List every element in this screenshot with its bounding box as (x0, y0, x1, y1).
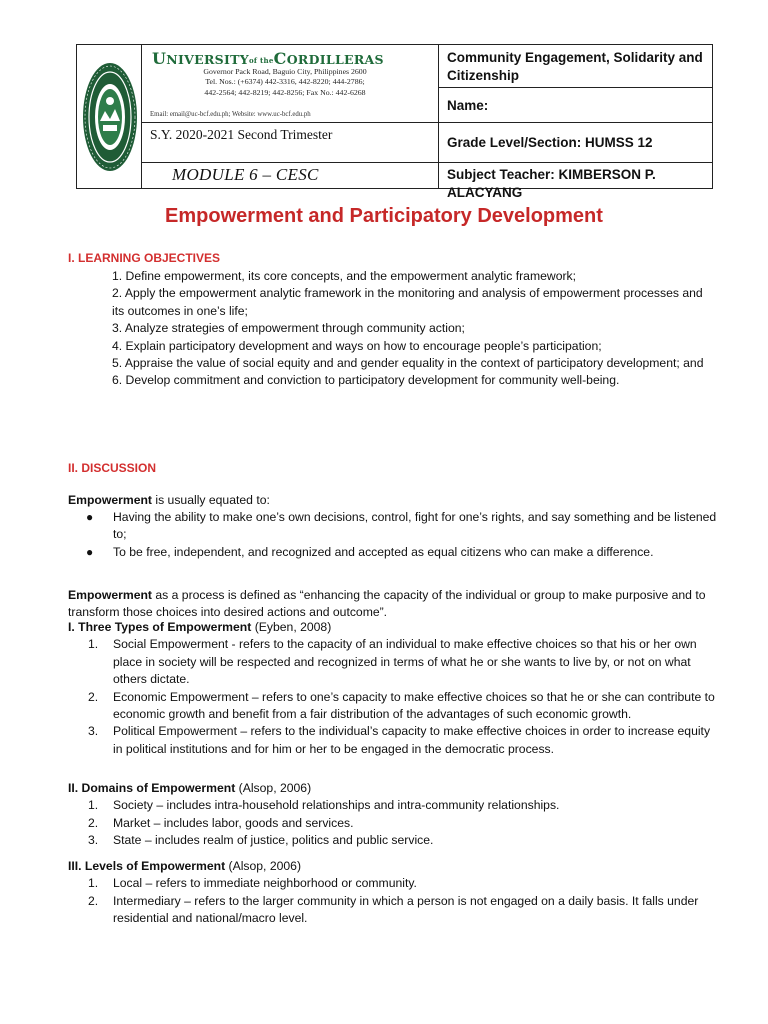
types-item (68, 689, 718, 724)
bullet-icon: ● (86, 510, 94, 524)
types-item-text: Economic Empowerment – refers to one’s capacity to make effective choices so that he or she can contribute to economic growth and benefit from a fair distribution of the advantages of such economic growth. (113, 689, 715, 722)
module-cell (142, 163, 439, 188)
domains-citation: (Alsop, 2006) (235, 781, 312, 795)
levels-item-text: Local – refers to immediate neighborhood or community. (113, 876, 417, 891)
objective-item: 4. Explain participatory development and ways on how to encourage people’s participation; (112, 338, 602, 353)
objectives-list (112, 268, 712, 390)
list-number: 1. (88, 876, 99, 891)
process-text: as a process is defined as “enhancing the capacity of the individual or group to make purposive and to transform those choices into desired actions and outcome”. (68, 588, 706, 620)
domains-item-text: Society – includes intra-household relationships and intra-community relationships. (113, 798, 560, 813)
types-item-text: Social Empowerment - refers to the capacity of an individual to make effective choices so that his or her own place in society will be respected and recognized in terms of what he or she wants to live by, or not on what others dictate. (113, 637, 697, 687)
empowerment-process (68, 587, 718, 622)
list-number: 2. (88, 893, 99, 908)
objective-item: 5. Appraise the value of social equity and and gender equality in the context of participatory development; and (112, 356, 704, 371)
institution-address (150, 67, 420, 98)
module-label: MODULE 6 – CESC (172, 165, 319, 184)
objectives-heading: I. LEARNING OBJECTIVES (68, 251, 221, 265)
levels-item-text: Intermediary – refers to the larger community in which a person is not engaged on a daily basis. It falls under residential and national/macro level. (113, 893, 699, 926)
empowerment-term: Empowerment (68, 493, 152, 507)
school-year-cell (142, 123, 439, 163)
list-number: 3. (88, 833, 99, 848)
domains-section (68, 780, 718, 850)
empowerment-bullets (68, 509, 718, 561)
domains-item (68, 815, 718, 832)
bullet-item (68, 544, 718, 561)
levels-section (68, 858, 718, 928)
empowerment-intro (68, 492, 718, 509)
subject-title: Community Engagement, Solidarity and Citizenship (447, 50, 703, 83)
logo-cell (77, 45, 142, 188)
university-name: UNIVERSITYof theCORDILLERAS (152, 49, 384, 68)
objective-item: 6. Develop commitment and conviction to participatory development for community well-being. (112, 373, 620, 388)
types-section (68, 619, 718, 758)
list-number: 1. (88, 637, 99, 652)
subject-cell (439, 45, 712, 88)
types-heading (68, 619, 718, 636)
list-number: 3. (88, 724, 99, 739)
list-number: 1. (88, 798, 99, 813)
teacher-cell (439, 163, 712, 200)
domains-item (68, 797, 718, 814)
grade-section: Grade Level/Section: HUMSS 12 (447, 135, 653, 150)
address-line: 442-2564; 442-8219; 442-8256; Fax No.: 442-6268 (204, 87, 366, 97)
types-item (68, 636, 718, 688)
list-number: 2. (88, 815, 99, 830)
name-label: Name: (447, 98, 489, 113)
levels-citation: (Alsop, 2006) (225, 859, 301, 873)
objective-item: 1. Define empowerment, its core concepts, and the empowerment analytic framework; (112, 269, 577, 283)
domains-heading (68, 780, 718, 797)
list-number: 2. (88, 689, 99, 704)
document-title: Empowerment and Participatory Development (165, 205, 603, 227)
university-seal-icon (81, 61, 139, 173)
types-item (68, 723, 718, 758)
address-line: Tel. Nos.: (+6374) 442-3316, 442-8220; 444-2786; (205, 77, 365, 87)
module-header-table (76, 44, 713, 200)
levels-heading-text: III. Levels of Empowerment (68, 859, 226, 873)
name-cell (439, 88, 712, 123)
address-line: Governor Pack Road, Baguio City, Philippines 2600 (203, 67, 367, 76)
bullet-icon: ● (86, 544, 94, 559)
bullet-item (68, 509, 718, 544)
levels-item (68, 875, 718, 892)
domains-item (68, 832, 718, 849)
bullet-text: Having the ability to make one’s own decisions, control, fight for one’s rights, and say something and be listened to; (113, 510, 717, 542)
school-year: S.Y. 2020-2021 Second Trimester (150, 127, 333, 142)
bullet-text: To be free, independent, and recognized and accepted as equal citizens who can make a difference. (113, 544, 654, 559)
subject-teacher: Subject Teacher: KIMBERSON P. ALACYANG (447, 167, 656, 200)
levels-heading (68, 858, 718, 875)
equated-text: is usually equated to: (151, 493, 270, 507)
types-item-text: Political Empowerment – refers to the individual’s capacity to make effective choices in order to increase equity in political institutions and for him or her to be engaged in the democratic process. (113, 724, 711, 756)
domains-heading-text: II. Domains of Empowerment (68, 781, 236, 795)
domains-item-text: State – includes realm of justice, politics and public service. (113, 833, 434, 848)
domains-item-text: Market – includes labor, goods and services. (113, 815, 354, 830)
discussion-heading: II. DISCUSSION (68, 461, 157, 475)
objective-item: 2. Apply the empowerment analytic framework in the monitoring and analysis of empowerment processes and its outcomes in one’s life; (112, 286, 703, 318)
types-citation: (Eyben, 2008) (251, 620, 332, 634)
process-term: Empowerment (68, 588, 152, 602)
levels-item (68, 893, 718, 928)
grade-cell (439, 123, 712, 163)
types-heading-text: I. Three Types of Empowerment (68, 620, 252, 634)
institution-cell (142, 45, 439, 123)
objective-item: 3. Analyze strategies of empowerment through community action; (112, 321, 465, 336)
institution-email: Email: email@uc-bcf.edu.ph; Website: www.uc-bcf.edu.ph (150, 111, 311, 118)
